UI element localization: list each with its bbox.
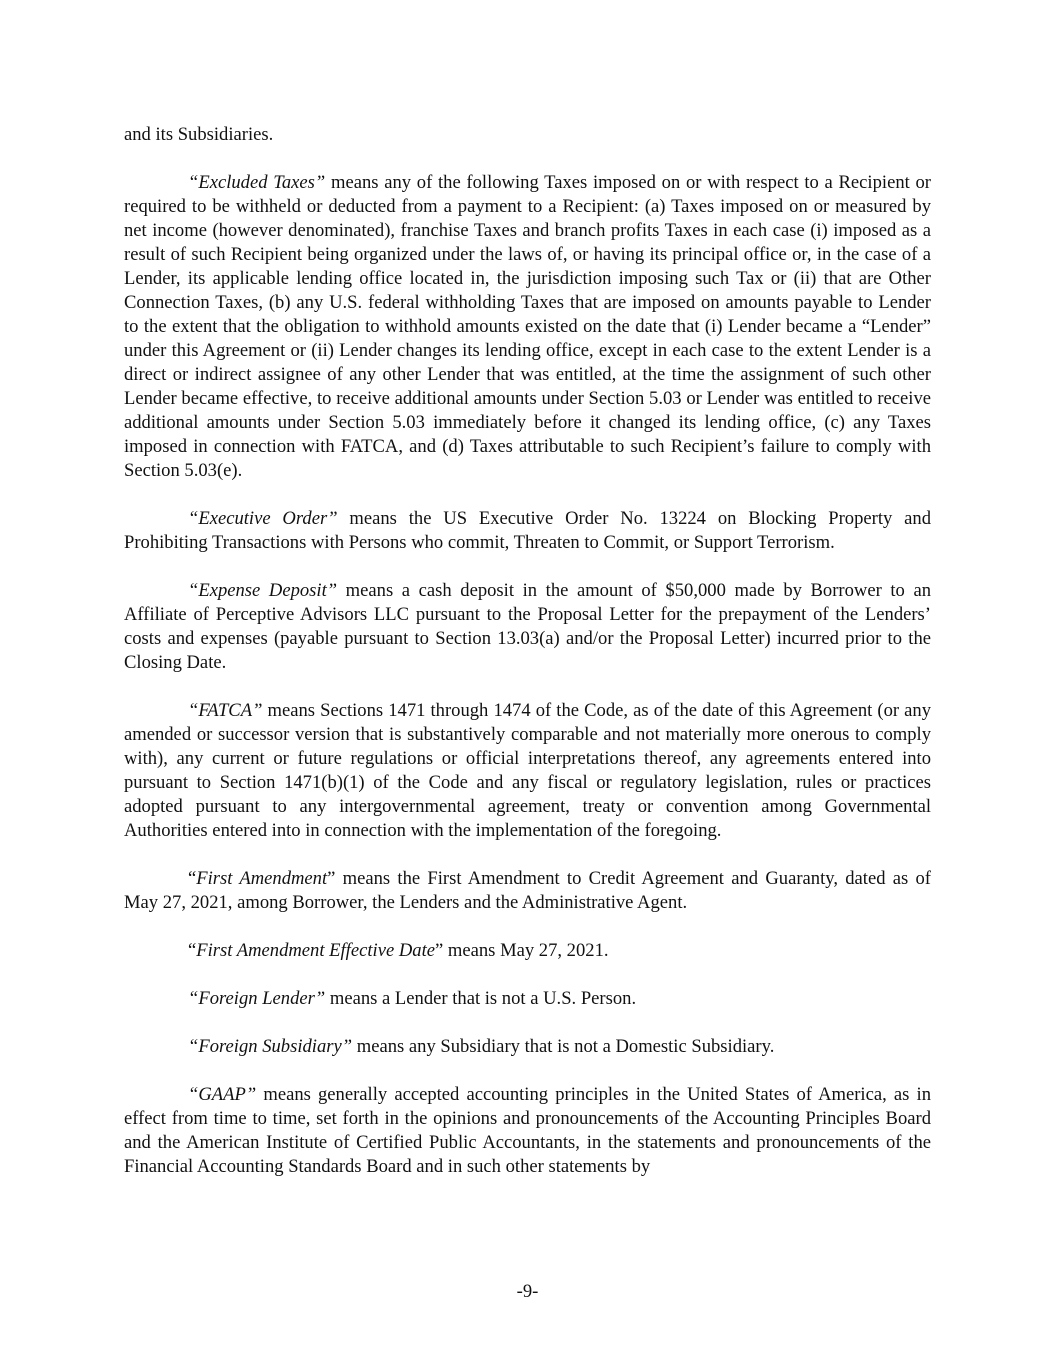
defined-term: FATCA xyxy=(198,700,253,721)
document-page xyxy=(124,123,931,1203)
close-quote: ” xyxy=(314,988,326,1009)
open-quote: “ xyxy=(188,988,199,1009)
continuation-paragraph: and its Subsidiaries. xyxy=(124,124,274,145)
close-quote: ” xyxy=(245,1084,257,1105)
definition-body: means any Subsidiary that is not a Domestic Subsidiary. xyxy=(352,1036,775,1057)
definition-body: means Sections 1471 through 1474 of the Code, as of the date of this Agreement (or any amended or successor version that is substantively comparable and not materially more onerous to comply with), any current or future regulations or official interpretations thereof, any agreements entered into pursuant to Section 1471(b)(1) of the Code and any fiscal or regulatory legislation, rules or practices adopted pursuant to any intergovernmental agreement, treaty or convention among Governmental Authorities entered into in connection with the implementation of the foregoing. xyxy=(124,700,931,841)
open-quote: “ xyxy=(188,580,199,601)
definition-body: means any of the following Taxes imposed on or with respect to a Recipient or required to be withheld or deducted from a payment to a Recipient: (a) Taxes imposed on or measured by net income (however denominated), franchise Taxes and branch profits Taxes in each case (i) imposed as a result of such Recipient being organized under the laws of, or having its principal office or, in the case of a Lender, its applicable lending office located in, the jurisdiction imposing such Tax or (ii) that are Other Connection Taxes, (b) any U.S. federal withholding Taxes that are imposed on amounts payable to Lender to the extent that the obligation to withhold amounts existed on the date that (i) Lender became a “Lender” under this Agreement or (ii) Lender changes its lending office, except in each case to the extent Lender is a direct or indirect assignee of any other Lender that was entitled, at the time the assignment of such other Lender became effective, to receive additional amounts under Section 5.03 or Lender was entitled to receive additional amounts under Section 5.03 immediately before it changed its lending office, (c) any Taxes imposed in connection with FATCA, and (d) Taxes attributable to such Recipient’s failure to comply with Section 5.03(e). xyxy=(124,172,931,481)
open-quote: “ xyxy=(188,1036,199,1057)
defined-term: GAAP xyxy=(198,1084,246,1105)
definition-paragraph xyxy=(124,507,931,555)
open-quote: “ xyxy=(188,700,199,721)
defined-term: Excluded Taxes xyxy=(198,172,315,193)
defined-term: Foreign Subsidiary xyxy=(198,1036,342,1057)
definition-body: means the US Executive Order No. 13224 on Blocking Property and Prohibiting Transactions with Persons who commit, Threaten to Commit, or Support Terrorism. xyxy=(124,508,931,553)
open-quote: “ xyxy=(188,172,199,193)
page-number: -9- xyxy=(516,1281,539,1302)
close-quote: ” xyxy=(326,580,338,601)
definition-paragraph xyxy=(124,1035,931,1059)
defined-term: First Amendment xyxy=(196,868,328,889)
open-quote: “ xyxy=(188,940,197,961)
definition-paragraph xyxy=(124,1083,931,1179)
definition-paragraph xyxy=(124,987,931,1011)
definition-body: means a Lender that is not a U.S. Person. xyxy=(325,988,637,1009)
definition-paragraph xyxy=(124,867,931,915)
definition-body: means a cash deposit in the amount of $50,000 made by Borrower to an Affiliate of Perceptive Advisors LLC pursuant to the Proposal Letter for the prepayment of the Lenders’ costs and expenses (payable pursuant to Section 13.03(a) and/or the Proposal Letter) incurred prior to the Closing Date. xyxy=(124,580,931,673)
definition-body: means May 27, 2021. xyxy=(443,940,609,961)
open-quote: “ xyxy=(188,868,197,889)
defined-term: Foreign Lender xyxy=(198,988,315,1009)
close-quote: ” xyxy=(327,508,338,529)
close-quote: ” xyxy=(341,1036,353,1057)
definition-paragraph xyxy=(124,579,931,675)
definition-body: means the First Amendment to Credit Agreement and Guaranty, dated as of May 27, 2021, among Borrower, the Lenders and the Administrative Agent. xyxy=(124,868,932,913)
defined-term: First Amendment Effective Date xyxy=(196,940,435,961)
definition-paragraph xyxy=(124,939,931,963)
close-quote: ” xyxy=(314,172,326,193)
close-quote: ” xyxy=(252,700,263,721)
close-quote: ” xyxy=(435,940,444,961)
close-quote: ” xyxy=(327,868,336,889)
definition-paragraph xyxy=(124,699,931,843)
open-quote: “ xyxy=(188,508,199,529)
defined-term: Executive Order xyxy=(198,508,328,529)
definition-body: means generally accepted accounting principles in the United States of America, as in effect from time to time, set forth in the opinions and pronouncements of the Accounting Principles Board and the American Institute of Certified Public Accountants, in the statements and pronouncements of the Financial Accounting Standards Board and in such other statements by xyxy=(124,1084,931,1177)
definitions-list xyxy=(124,171,931,1179)
defined-term: Expense Deposit xyxy=(198,580,327,601)
open-quote: “ xyxy=(188,1084,199,1105)
definition-paragraph xyxy=(124,171,931,483)
